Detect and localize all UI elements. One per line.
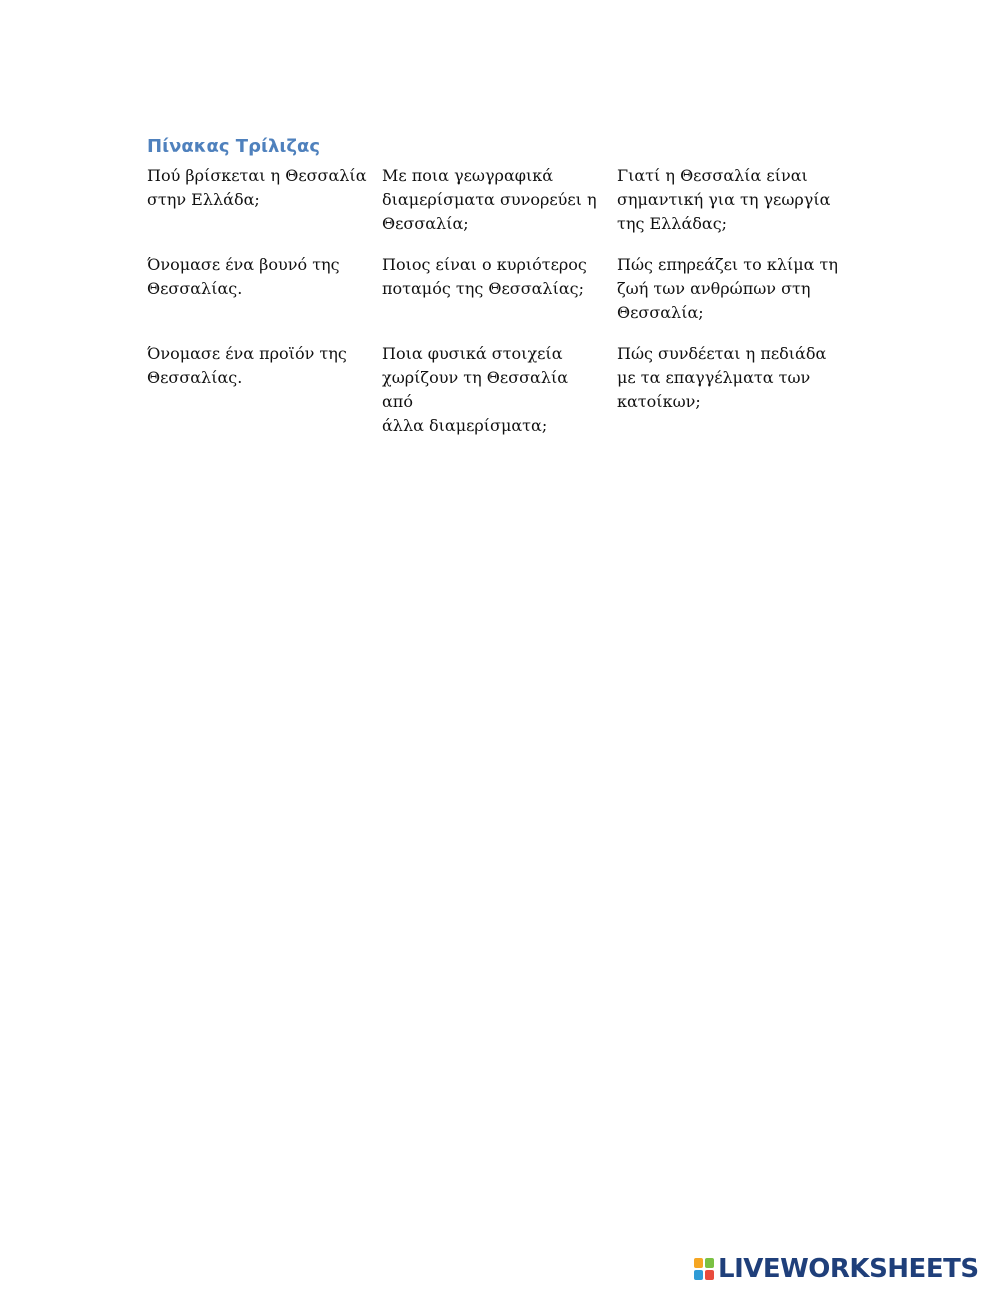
logo-square <box>705 1270 714 1280</box>
logo-square <box>705 1258 714 1268</box>
grid-cell: Με ποια γεωγραφικά διαμερίσματα συνορεύει η Θεσσαλία; <box>382 166 597 233</box>
grid-cell: Ποια φυσικά στοιχεία χωρίζουν τη Θεσσαλία από άλλα διαμερίσματα; <box>382 344 569 435</box>
grid-row <box>147 164 857 236</box>
grid-cell: Γιατί η Θεσσαλία είναι σημαντική για τη γεωργία της Ελλάδας; <box>617 166 831 233</box>
logo-text: LIVEWORKSHEETS <box>718 1254 979 1284</box>
grid-cell: Όνομασε ένα προϊόν της Θεσσαλίας. <box>147 344 347 387</box>
liveworksheets-logo-icon <box>693 1257 715 1281</box>
tic-tac-toe-grid <box>147 164 857 455</box>
grid-cell: Όνομασε ένα βουνό της Θεσσαλίας. <box>147 255 340 298</box>
grid-row <box>147 342 857 438</box>
grid-cell: Ποιος είναι ο κυριότερος ποταμός της Θεσσαλίας; <box>382 255 587 298</box>
liveworksheets-logo <box>693 1255 979 1283</box>
page-title: Πίνακας Τρίλιζας <box>147 136 321 157</box>
grid-cell: Πώς επηρεάζει το κλίμα τη ζωή των ανθρώπων στη Θεσσαλία; <box>617 255 838 322</box>
grid-cell: Πού βρίσκεται η Θεσσαλία στην Ελλάδα; <box>147 166 367 209</box>
grid-row <box>147 253 857 325</box>
logo-square <box>694 1270 703 1280</box>
logo-square <box>694 1258 703 1268</box>
grid-cell: Πώς συνδέεται η πεδιάδα με τα επαγγέλματα των κατοίκων; <box>617 344 827 411</box>
